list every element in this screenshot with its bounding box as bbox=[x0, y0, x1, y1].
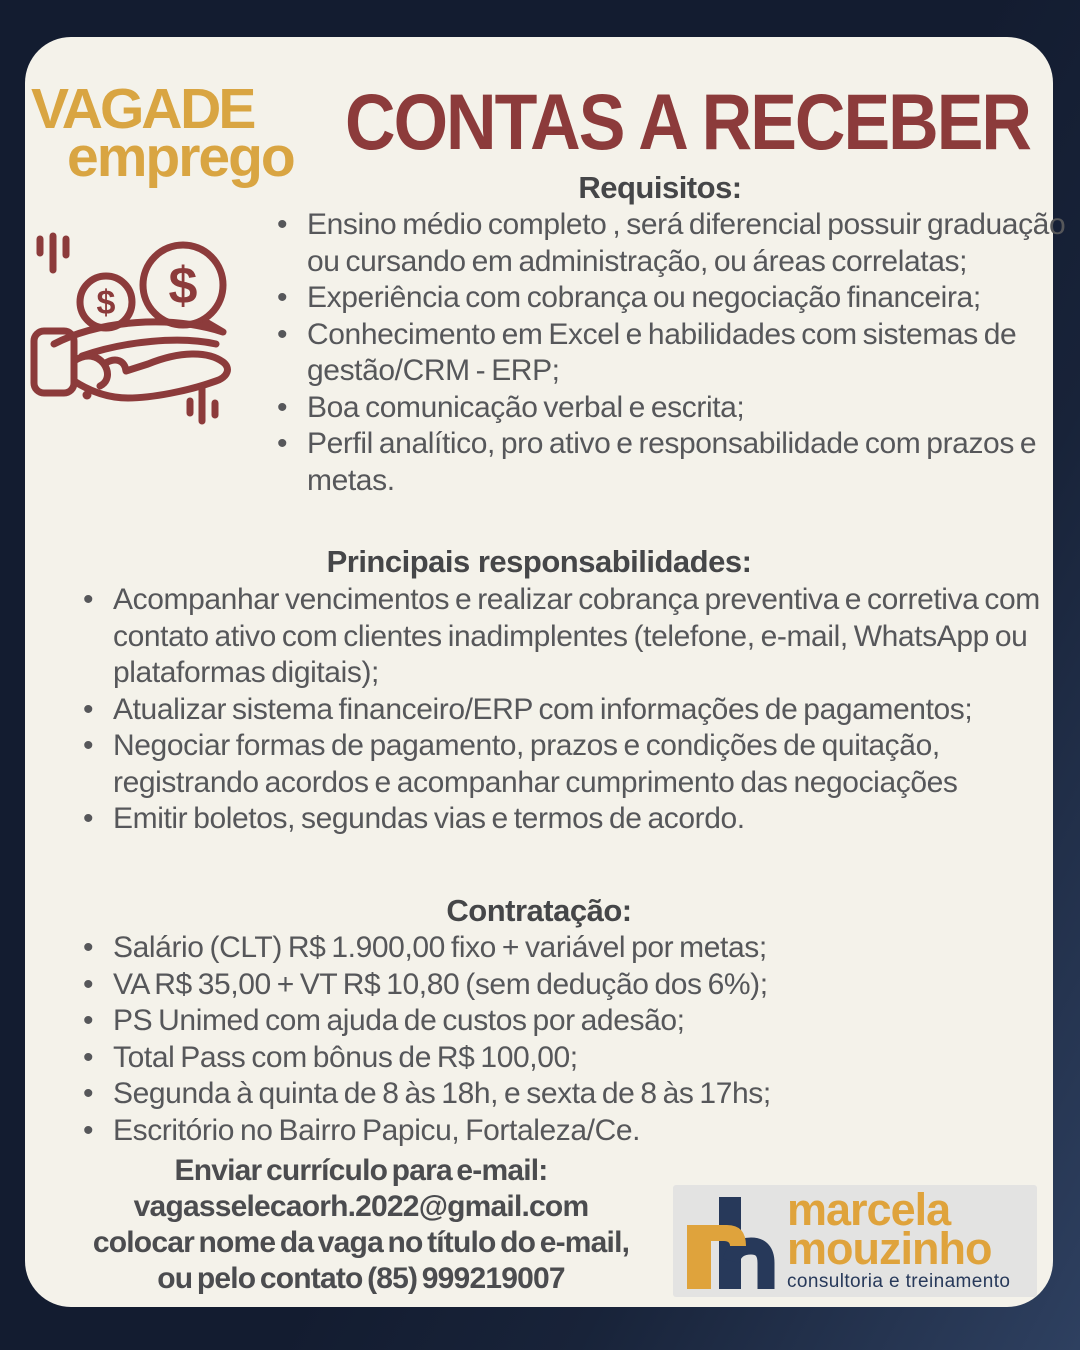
application-instructions bbox=[31, 1153, 691, 1297]
hand-dot bbox=[83, 391, 92, 400]
poster-card bbox=[25, 37, 1066, 1307]
list-item: • Boa comunicação verbal e escrita; bbox=[307, 390, 1080, 427]
logo-text bbox=[787, 1183, 1011, 1293]
vacancy-badge-line1: VAGA DE bbox=[31, 77, 254, 141]
hand-coins-icon bbox=[30, 223, 245, 428]
vacancy-badge-line2: emprego bbox=[67, 125, 294, 189]
dollar-sign-icon: $ bbox=[168, 257, 198, 315]
apply-instruction-line: Enviar currículo para e-mail: bbox=[174, 1154, 548, 1187]
list-item: • PS Unimed com ajuda de custos por adesão; bbox=[113, 1003, 1073, 1040]
section-heading-contratacao: Contratação: bbox=[446, 893, 632, 928]
responsabilidades-list bbox=[77, 582, 1053, 838]
list-item: • Segunda à quinta de 8 às 18h, e sexta de 8 às 17hs; bbox=[113, 1076, 1073, 1113]
list-item: • Acompanhar vencimentos e realizar cobrança preventiva e corretiva com contato ativo com clientes inadimplentes (telefone, e-mail, WhatsApp ou plataformas digitais); bbox=[113, 582, 1053, 692]
list-item: • Atualizar sistema financeiro/ERP com informações de pagamentos; bbox=[113, 692, 1053, 729]
section-heading-responsabilidades: Principais responsabilidades: bbox=[326, 544, 752, 579]
rh-monogram-icon bbox=[685, 1197, 781, 1289]
logo-tagline: consultoria e treinamento bbox=[787, 1270, 1011, 1292]
logo-name-line2: mouzinho bbox=[787, 1222, 992, 1274]
list-item: • Salário (CLT) R$ 1.900,00 fixo + variável por metas; bbox=[113, 930, 1073, 967]
list-item: • Perfil analítico, pro ativo e responsabilidade com prazos e metas. bbox=[307, 426, 1080, 499]
logo-name-line1: marcela bbox=[787, 1183, 951, 1235]
list-item: • Conhecimento em Excel e habilidades com sistemas de gestão/CRM - ERP; bbox=[307, 317, 1080, 390]
job-title: CONTAS A RECEBER bbox=[345, 78, 1030, 166]
list-item: • Emitir boletos, segundas vias e termos de acordo. bbox=[113, 801, 1053, 838]
requisitos-list bbox=[277, 207, 1080, 499]
company-logo bbox=[673, 1185, 1037, 1297]
contact-email: vagasselecaorh.2022@gmail.com bbox=[133, 1190, 589, 1223]
contratacao-list bbox=[77, 930, 1073, 1149]
list-item: • Ensino médio completo , será diferencial possuir graduação ou cursando em administração, ou áreas correlatas; bbox=[307, 207, 1080, 280]
list-item: • Experiência com cobrança ou negociação financeira; bbox=[307, 280, 1080, 317]
section-heading-requisitos: Requisitos: bbox=[578, 170, 742, 205]
dollar-sign-icon: $ bbox=[96, 284, 116, 322]
list-item: • VA R$ 35,00 + VT R$ 10,80 (sem dedução dos 6%); bbox=[113, 967, 1073, 1004]
email-subject-instruction: colocar nome da vaga no título do e-mail, bbox=[92, 1226, 630, 1259]
list-item: • Negociar formas de pagamento, prazos e condições de quitação, registrando acordos e acompanhar cumprimento das negociações bbox=[113, 728, 1053, 801]
list-item: • Total Pass com bônus de R$ 100,00; bbox=[113, 1040, 1073, 1077]
contact-phone-line: ou pelo contato (85) 999219007 bbox=[157, 1262, 565, 1295]
list-item: • Escritório no Bairro Papicu, Fortaleza/Ce. bbox=[113, 1113, 1073, 1150]
